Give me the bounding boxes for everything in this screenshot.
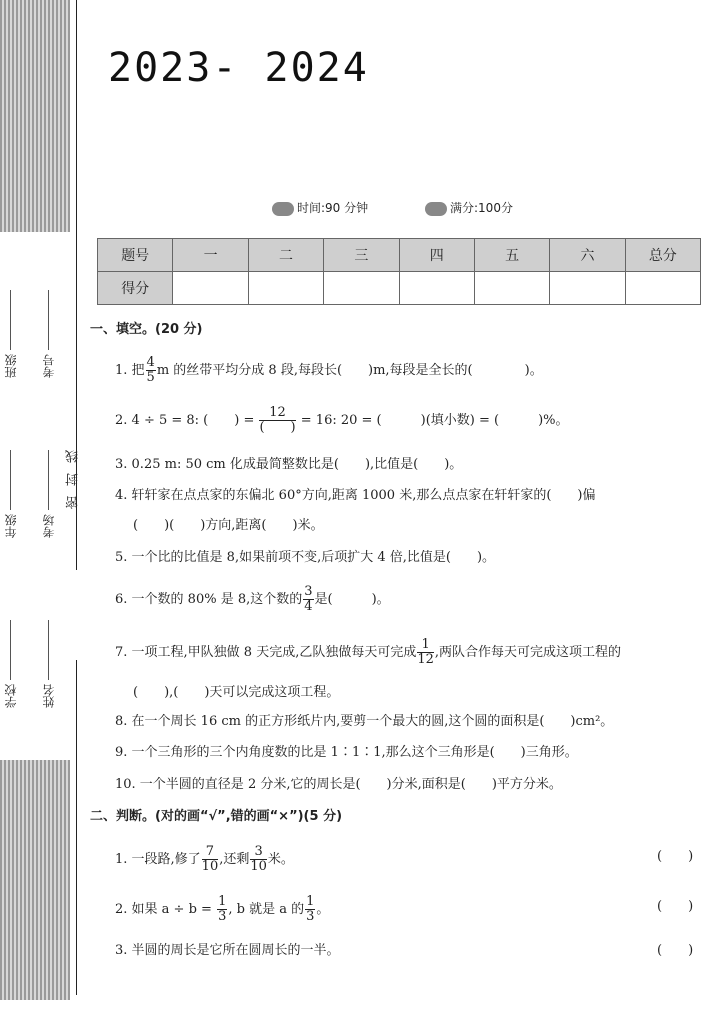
question-text: 5. 一个比的比值是 8,如果前项不变,后项扩大 4 倍,比值是( )。 bbox=[115, 550, 496, 565]
seal-line-label: 密封线 bbox=[66, 440, 81, 509]
question-text: 10. 一个半圆的直径是 2 分米,它的周长是( )分米,面积是( )平方分米。 bbox=[115, 777, 562, 792]
question-text: ( )( )方向,距离( )米。 bbox=[133, 518, 324, 533]
label: 年级 bbox=[4, 514, 18, 538]
denominator: 3 bbox=[306, 909, 315, 924]
score-cell[interactable] bbox=[625, 272, 700, 305]
question-line bbox=[115, 710, 613, 729]
binding-line bbox=[76, 660, 77, 995]
question-text: 3. 半圆的周长是它所在圆周长的一半。 bbox=[115, 943, 340, 958]
exam-room-field[interactable] bbox=[40, 450, 57, 538]
question-line bbox=[115, 585, 390, 614]
header-cell: 三 bbox=[324, 239, 399, 272]
question-line bbox=[115, 356, 543, 385]
fraction bbox=[250, 845, 267, 874]
question-text: ,还剩 bbox=[219, 852, 250, 867]
numerator: 1 bbox=[306, 894, 315, 909]
question-line bbox=[115, 773, 562, 792]
numerator: 3 bbox=[304, 584, 313, 599]
score-cell[interactable] bbox=[550, 272, 625, 305]
question-line bbox=[133, 514, 324, 533]
fraction bbox=[146, 356, 156, 385]
fraction bbox=[217, 895, 227, 924]
question-text: 3. 0.25 m: 50 cm 化成最简整数比是( ),比值是( )。 bbox=[115, 457, 463, 472]
fraction bbox=[303, 585, 313, 614]
label: 考场 bbox=[42, 514, 56, 538]
numerator: 7 bbox=[202, 845, 219, 860]
question-line bbox=[115, 845, 294, 874]
label: 班级 bbox=[4, 354, 18, 378]
margin-stripes bbox=[0, 0, 70, 232]
header-cell: 二 bbox=[248, 239, 323, 272]
denominator: 10 bbox=[250, 859, 267, 874]
school-field[interactable] bbox=[2, 620, 19, 708]
score-text: 满分:100分 bbox=[450, 201, 513, 215]
denominator: 3 bbox=[218, 909, 227, 924]
numerator: 12 bbox=[259, 406, 295, 421]
row-label: 得分 bbox=[98, 272, 173, 305]
question-text: ( ),( )天可以完成这项工程。 bbox=[133, 685, 340, 700]
header-cell: 六 bbox=[550, 239, 625, 272]
question-text: 6. 一个数的 80% 是 8,这个数的 bbox=[115, 592, 303, 607]
cap-icon bbox=[425, 202, 447, 216]
question-text: = 16: 20 = ( )(填小数) = ( )%。 bbox=[296, 413, 569, 428]
margin-stripes bbox=[0, 760, 70, 1000]
question-text: 。 bbox=[316, 902, 330, 917]
question-line bbox=[115, 546, 495, 565]
question-text: 8. 在一个周长 16 cm 的正方形纸片内,要剪一个最大的圆,这个圆的面积是( )cm²。 bbox=[115, 714, 614, 729]
question-text: 是( )。 bbox=[314, 592, 390, 607]
label: 考号 bbox=[42, 354, 56, 378]
numerator: 3 bbox=[250, 845, 267, 860]
class-field[interactable] bbox=[2, 290, 19, 378]
denominator: 4 bbox=[304, 599, 313, 614]
score-cell[interactable] bbox=[324, 272, 399, 305]
question-text: 1. 把 bbox=[115, 363, 145, 378]
label: 学校 bbox=[4, 684, 18, 708]
question-text: 7. 一项工程,甲队独做 8 天完成,乙队独做每天可完成 bbox=[115, 645, 417, 660]
question-line bbox=[115, 484, 595, 503]
page-title: 2023- 2024 bbox=[108, 45, 369, 91]
question-line bbox=[115, 939, 340, 958]
question-text: 9. 一个三角形的三个内角度数的比是 1∶1∶1,那么这个三角形是( )三角形。 bbox=[115, 745, 578, 760]
fraction bbox=[202, 845, 219, 874]
numerator: 4 bbox=[146, 355, 155, 370]
fraction bbox=[305, 895, 315, 924]
fraction bbox=[417, 638, 434, 667]
grade-field[interactable] bbox=[2, 450, 19, 538]
question-text: 2. 4 ÷ 5 = 8: ( ) = bbox=[115, 413, 259, 428]
question-text: , b 就是 a 的 bbox=[228, 902, 305, 917]
table-score-row bbox=[98, 272, 701, 305]
question-text: 2. 如果 a ÷ b = bbox=[115, 902, 217, 917]
question-line bbox=[115, 741, 578, 760]
header-cell: 五 bbox=[474, 239, 549, 272]
name-field[interactable] bbox=[40, 620, 57, 708]
answer-parentheses[interactable]: ( ) bbox=[657, 943, 694, 958]
label: 姓名 bbox=[42, 684, 56, 708]
score-cell[interactable] bbox=[474, 272, 549, 305]
question-text: m 的丝带平均分成 8 段,每段长( )m,每段是全长的( )。 bbox=[156, 363, 543, 378]
header-cell: 一 bbox=[173, 239, 248, 272]
question-text: ,两队合作每天可完成这项工程的 bbox=[434, 645, 622, 660]
numerator: 1 bbox=[218, 894, 227, 909]
answer-parentheses[interactable]: ( ) bbox=[657, 849, 694, 864]
score-info bbox=[425, 199, 513, 216]
question-line bbox=[115, 638, 621, 667]
fraction bbox=[259, 406, 295, 435]
question-line bbox=[115, 895, 329, 924]
question-line bbox=[115, 406, 569, 435]
question-text: 1. 一段路,修了 bbox=[115, 852, 201, 867]
section-2-heading: 二、判断。(对的画“√”,错的画“×”)(5 分) bbox=[90, 809, 343, 824]
time-text: 时间:90 分钟 bbox=[297, 201, 369, 215]
denominator: ( ) bbox=[259, 420, 296, 435]
answer-parentheses[interactable]: ( ) bbox=[657, 899, 694, 914]
time-info bbox=[272, 199, 368, 216]
header-cell: 四 bbox=[399, 239, 474, 272]
clock-icon bbox=[272, 202, 294, 216]
exam-number-field[interactable] bbox=[40, 290, 57, 378]
header-cell: 题号 bbox=[98, 239, 173, 272]
header-cell: 总分 bbox=[625, 239, 700, 272]
denominator: 10 bbox=[201, 859, 219, 874]
numerator: 1 bbox=[417, 638, 434, 653]
question-text: 米。 bbox=[267, 852, 294, 867]
score-cell[interactable] bbox=[248, 272, 323, 305]
question-text: 4. 轩轩家在点点家的东偏北 60°方向,距离 1000 米,那么点点家在轩轩家的( )偏 bbox=[115, 488, 596, 503]
score-table bbox=[97, 238, 701, 305]
section-1-heading: 一、填空。(20 分) bbox=[90, 322, 203, 337]
denominator: 12 bbox=[417, 652, 434, 667]
question-line bbox=[115, 453, 462, 472]
table-header-row bbox=[98, 239, 701, 272]
score-cell[interactable] bbox=[173, 272, 248, 305]
denominator: 5 bbox=[146, 370, 155, 385]
score-cell[interactable] bbox=[399, 272, 474, 305]
question-line bbox=[133, 681, 339, 700]
